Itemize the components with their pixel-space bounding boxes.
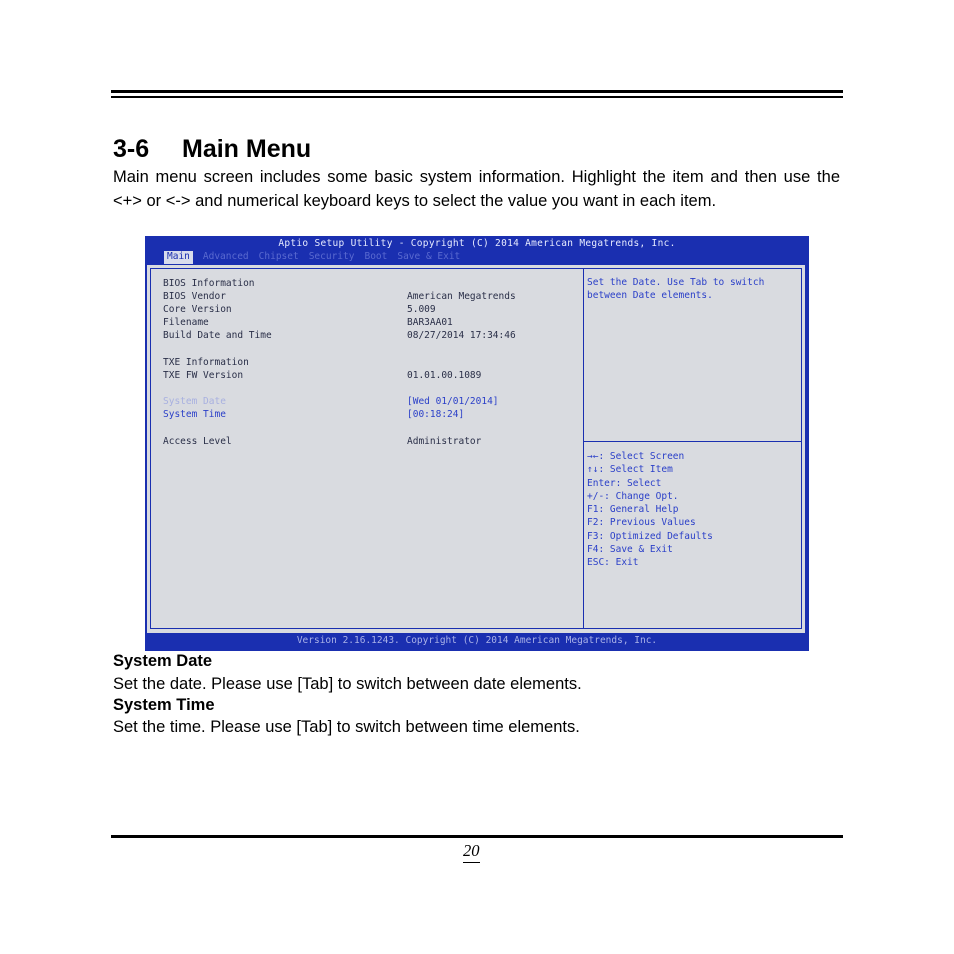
- system-time-field[interactable]: [00:18:24]: [407, 409, 465, 420]
- key-legend-item: F3: Optimized Defaults: [587, 530, 713, 542]
- bios-footer: Version 2.16.1243. Copyright (C) 2014 American Megatrends, Inc.: [296, 635, 658, 646]
- bios-row-value: 5.009: [407, 304, 436, 315]
- header-rule-thin: [111, 96, 843, 98]
- key-legend-item: ESC: Exit: [587, 557, 639, 569]
- bios-row-label: TXE FW Version: [163, 370, 244, 381]
- bios-screenshot: [145, 236, 809, 651]
- page-number: 20: [463, 841, 480, 863]
- item-title-system-date: System Date: [113, 652, 213, 670]
- bios-row-value: American Megatrends: [407, 291, 516, 302]
- intro-paragraph: Main menu screen includes some basic system information. Highlight the item and then use the <+> or <-> and numerical keyboard keys to select the value you want in each item.: [113, 168, 840, 210]
- bios-divider-vertical: [583, 268, 584, 629]
- item-desc-system-date: Set the date. Please use [Tab] to switch between date elements.: [113, 675, 582, 693]
- key-legend-item: ↑↓: Select Item: [587, 464, 673, 476]
- section-number: 3-6: [113, 135, 150, 163]
- bios-divider-horizontal: [584, 441, 801, 442]
- bios-row-label: TXE Information: [163, 357, 249, 368]
- bios-row-label: Filename: [163, 317, 209, 328]
- bios-title: Aptio Setup Utility - Copyright (C) 2014 American Megatrends, Inc.: [278, 238, 676, 249]
- item-title-system-time: System Time: [113, 696, 215, 714]
- bios-row-value: 08/27/2014 17:34:46: [407, 330, 516, 341]
- section-title: Main Menu: [182, 135, 312, 163]
- key-legend-item: F1: General Help: [587, 504, 679, 516]
- key-legend-item: →←: Select Screen: [587, 451, 685, 462]
- bios-tab-security[interactable]: Security: [308, 251, 355, 262]
- system-date-field[interactable]: [Wed 01/01/2014]: [407, 396, 499, 407]
- bios-tab-advanced[interactable]: Advanced: [202, 251, 249, 262]
- key-legend-item: +/-: Change Opt.: [587, 490, 679, 502]
- footer-rule: [111, 835, 843, 838]
- bios-help-text: Set the Date. Use Tab to switch between Date elements.: [587, 277, 765, 301]
- bios-key-legend: [587, 450, 713, 570]
- system-date-label[interactable]: System Date: [163, 396, 226, 407]
- bios-tab-boot[interactable]: Boot: [364, 251, 388, 262]
- bios-row-label: Access Level: [163, 436, 232, 447]
- bios-row-value: Administrator: [407, 436, 482, 447]
- bios-tab-main[interactable]: Main: [164, 251, 193, 264]
- key-legend-item: F2: Previous Values: [587, 517, 696, 529]
- bios-row-label: Build Date and Time: [163, 330, 272, 341]
- bios-row-value: 01.01.00.1089: [407, 370, 482, 381]
- item-desc-system-time: Set the time. Please use [Tab] to switch between time elements.: [113, 718, 580, 736]
- bios-row-label: Core Version: [163, 304, 232, 315]
- system-time-label[interactable]: System Time: [163, 409, 226, 420]
- bios-row-label: BIOS Vendor: [163, 291, 226, 302]
- bios-row-value: BAR3AA01: [407, 317, 453, 328]
- key-legend-item: Enter: Select: [587, 477, 662, 489]
- key-legend-item: F4: Save & Exit: [587, 544, 673, 556]
- bios-tab-bar: [167, 251, 470, 264]
- bios-panel-frame: [150, 268, 802, 629]
- bios-main-panel: [147, 265, 805, 633]
- header-rule-thick: [111, 90, 843, 93]
- bios-row-label: BIOS Information: [163, 278, 255, 289]
- bios-tab-save-exit[interactable]: Save & Exit: [397, 251, 461, 262]
- section-heading: [113, 134, 311, 164]
- bios-tab-chipset[interactable]: Chipset: [258, 251, 299, 262]
